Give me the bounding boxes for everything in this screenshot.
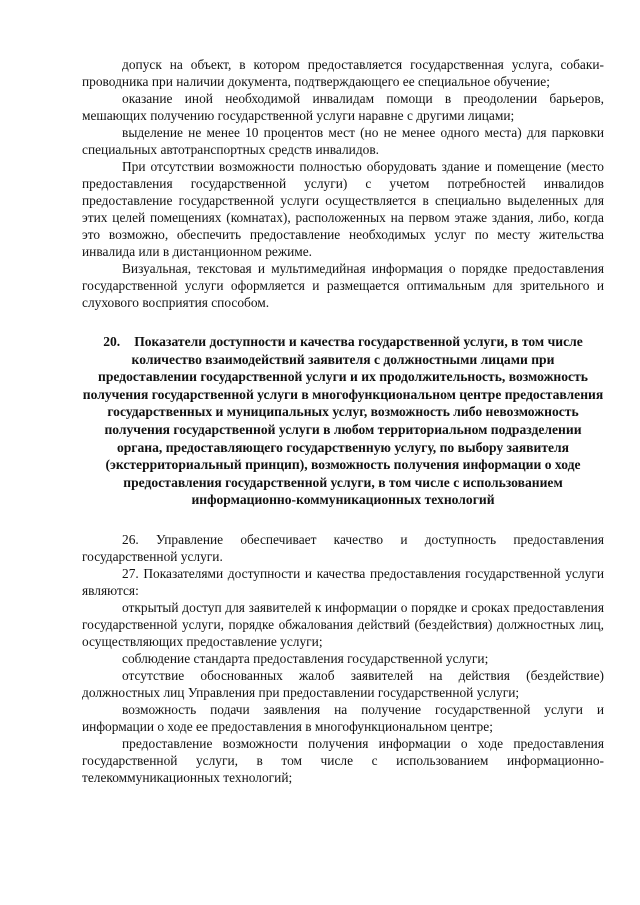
paragraph-information: Визуальная, текстовая и мультимедийная информация о порядке предоставления государственной услуги оформляется и размещается оптимальным для зрительного и слухового восприятия способом. xyxy=(82,261,604,310)
list-item-standard: соблюдение стандарта предоставления государственной услуги; xyxy=(122,650,489,666)
section-number: 20. xyxy=(103,334,121,349)
paragraph-no-equipment: При отсутствии возможности полностью оборудовать здание и помещение (место предоставления государственной услуги) с учетом потребностей инвалидов предоставление государственной услуги осуществляется в специально выделенных для этих целей помещениях (комнатах), расположенных на первом этаже здания, либо, когда это возможно, обеспечить предоставление необходимых услуг по месту жительства инвалида или в дистанционном режиме. xyxy=(82,159,604,259)
list-item-info-ict: предоставление возможности получения информации о ходе предоставления государственной услуги, в том числе с использованием информационно-телекоммуникационных технологий; xyxy=(82,735,604,785)
paragraph-guide-dog: допуск на объект, в котором предоставляется государственная услуга, собаки-проводника при наличии документа, подтверждающего ее специальное обучение; xyxy=(82,57,604,89)
list-item-no-complaints: отсутствие обоснованных жалоб заявителей на действия (бездействие) должностных лиц Управления при предоставлении государственной услуги; xyxy=(82,667,604,700)
document-page xyxy=(82,56,604,786)
paragraph-parking: выделение не менее 10 процентов мест (но не менее одного места) для парковки специальных автотранспортных средств инвалидов. xyxy=(82,125,604,157)
paragraph-26: 26. Управление обеспечивает качество и доступность предоставления государственной услуги. xyxy=(82,531,604,564)
paragraph-27: 27. Показателями доступности и качества предоставления государственной услуги являются: xyxy=(82,565,604,598)
list-item-mfc: возможность подачи заявления на получение государственной услуги и информации о ходе ее предоставления в многофункциональном центре; xyxy=(82,701,604,734)
paragraph-assistance: оказание иной необходимой инвалидам помощи в преодолении барьеров, мешающих получению государственной услуги наравне с другими лицами; xyxy=(82,91,604,123)
section-heading xyxy=(82,333,604,509)
list-item-open-access: открытый доступ для заявителей к информации о порядке и сроках предоставления государственной услуги, порядке обжалования действий (бездействия) должностных лиц, осуществляющих предоставление услуги; xyxy=(82,599,604,649)
section-title: Показатели доступности и качества государственной услуги, в том числе количество взаимодействий заявителя с должностными лицами при предоставлении государственной услуги и их продолжительность, возможность получения государственной услуги в многофункциональном центре предоставления государственных и муниципальных услуг, возможность либо невозможность получения государственной услуги в любом территориальном подразделении органа, предоставляющего государственную услугу, по выбору заявителя (экстерриториальный принцип), возможность получения информации о ходе предоставления государственной услуги, в том числе с использованием информационно-коммуникационных технологий xyxy=(82,334,604,508)
